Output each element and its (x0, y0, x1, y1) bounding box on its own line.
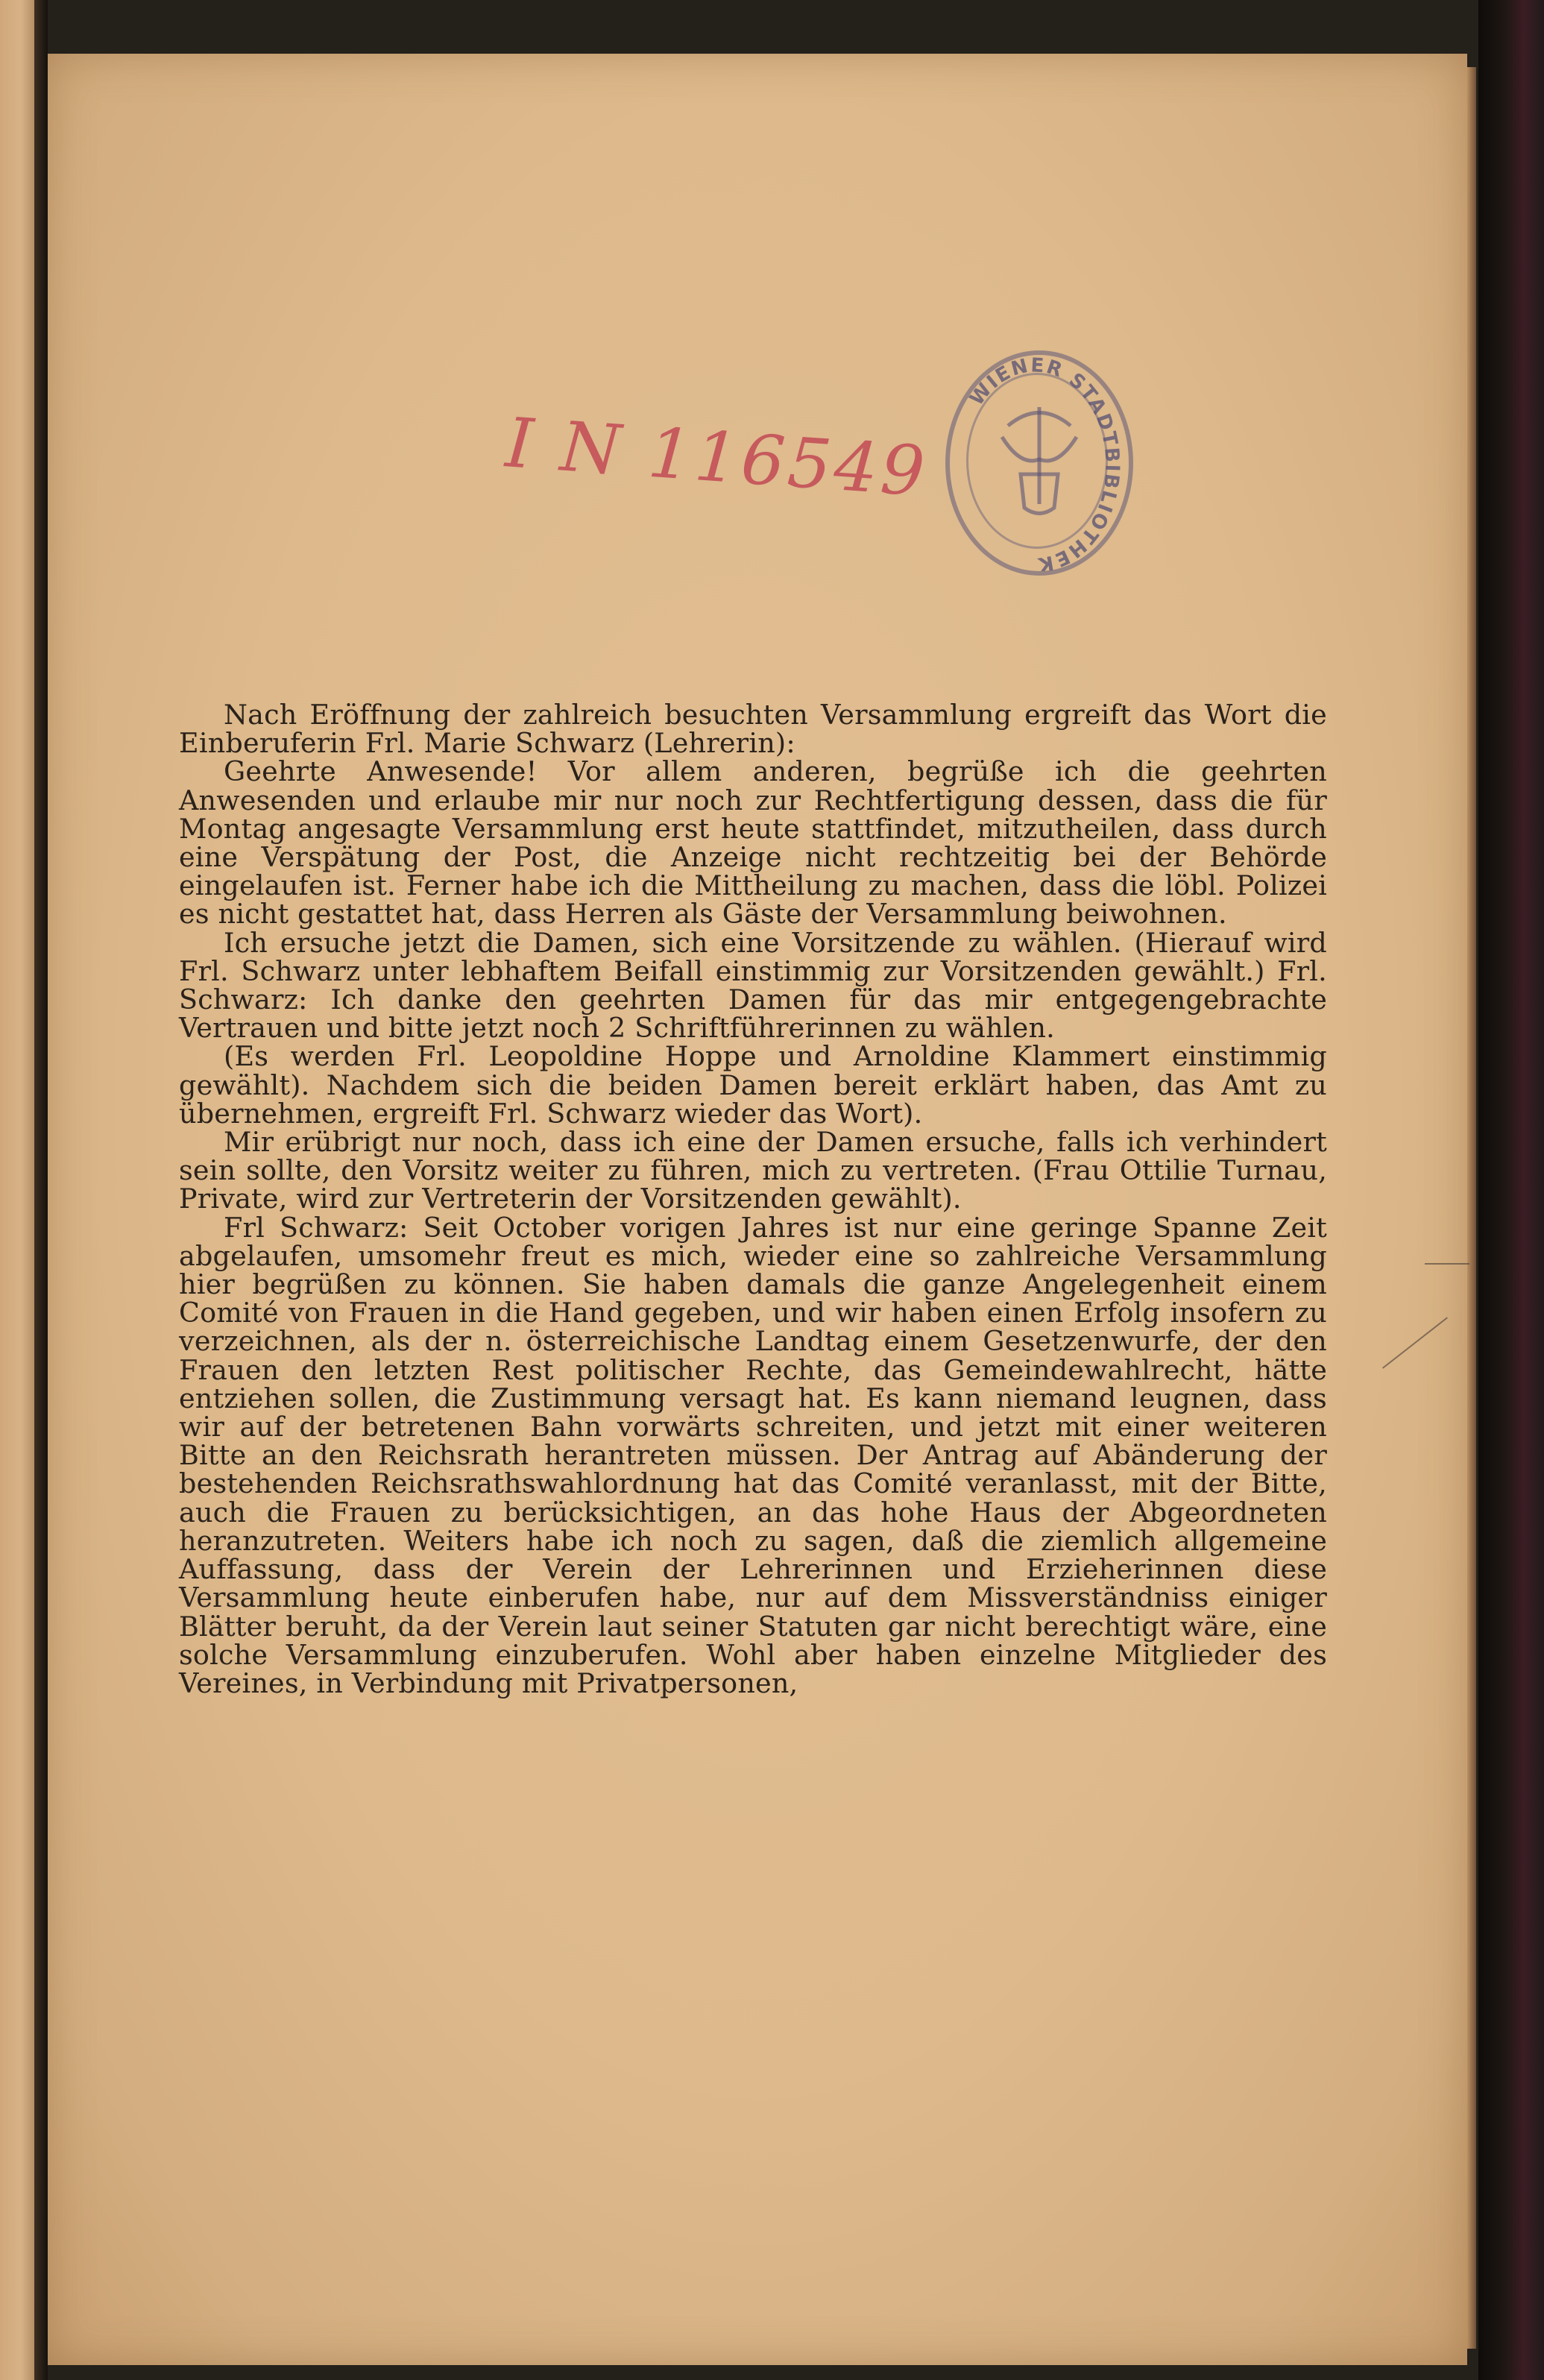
paragraph-secretaries: (Es werden Frl. Leopoldine Hoppe und Arnoldine Klammert einstimmig gewählt). Nachdem sich die beiden Damen bereit erklärt haben, das Amt zu übernehmen, ergreift Frl. Schwarz wieder das Wort). (179, 1040, 1327, 1130)
library-stamp (945, 350, 1133, 576)
stamp-text: WIENER STADTBIBLIOTHEK (965, 355, 1124, 571)
adjacent-page-strip (0, 0, 34, 2380)
eagle-crest-icon (1002, 407, 1077, 514)
pencil-margin-mark (1425, 1263, 1469, 1265)
paragraph-greeting: Geehrte Anwesende! Vor allem anderen, begrüße ich die geehrten Anwesenden und erlaube mir nur noch zur Rechtfertigung dessen, dass die für Montag angesagte Versammlung erst heute stattfindet, mitzutheilen, dass durch eine Verspätung der Post, die Anzeige nicht rechtzeitig bei der Behörde eingelaufen ist. Ferner habe ich die Mittheilung zu machen, dass die löbl. Polizei es nicht gestattet hat, dass Herren als Gäste der Versammlung beiwohnen. (179, 755, 1327, 931)
book-cover-edge (1478, 0, 1544, 2380)
stamp-emblem-icon (950, 355, 1129, 571)
body-text (179, 701, 1327, 1698)
paragraph-deputy: Mir erübrigt nur noch, dass ich eine der Damen ersuche, falls ich verhindert sein sollte, den Vorsitz weiter zu führen, mich zu vertreten. (Frau Ottilie Turnau, Private, wird zur Vertreterin der Vorsitzenden gewählt). (179, 1126, 1327, 1215)
paragraph-chair-election: Ich ersuche jetzt die Damen, sich eine Vorsitzende zu wählen. (Hierauf wird Frl. Schwarz unter lebhaftem Beifall einstimmig zur Vorsitzenden gewählt.) Frl. Schwarz: Ich danke den geehrten Damen für das mir entgegengebrachte Vertrauen und bitte jetzt noch 2 Schriftführerinnen zu wählen. (179, 926, 1327, 1045)
binding-shadow (34, 0, 48, 2380)
paragraph-opening: Nach Eröffnung der zahlreich besuchten Versammlung ergreift das Wort die Einberuferin Frl. Marie Schwarz (Lehrerin): (179, 699, 1327, 760)
paragraph-speech: Frl Schwarz: Seit October vorigen Jahres ist nur eine geringe Spanne Zeit abgelaufen, umsomehr freut es mich, wieder eine so zahlreiche Versammlung hier begrüßen zu können. Sie haben damals die ganze Angelegenheit einem Comité von Frauen in die Hand gegeben, und wir haben einen Erfolg insofern zu verzeichnen, als der n. österreichische Landtag einem Gesetzenwurfe, der den Frauen den letzten Rest politischer Rechte, das Gemeindewahlrecht, hätte entziehen sollen, die Zustimmung versagt hat. Es kann niemand leugnen, dass wir auf der betretenen Bahn vorwärts schreiten, und jetzt mit einer weiteren Bitte an den Reichsrath herantreten müssen. Der Antrag auf Abänderung der bestehenden Reichsrathswahlordnung hat das Comité veranlasst, mit der Bitte, auch die Frauen zu berücksichtigen, an das hohe Haus der Abgeordneten heranzutreten. Weiters habe ich noch zu sagen, daß die ziemlich allgemeine Auffassung, dass der Verein der Lehrerinnen und Erzieherinnen diese Versammlung heute einberufen habe, nur auf dem Missverständniss einiger Blätter beruht, da der Verein laut seiner Statuten gar nicht berechtigt wäre, eine solche Versammlung einzuberufen. Wohl aber haben einzelne Mitglieder des Vereines, in Verbindung mit Privatpersonen, (179, 1211, 1327, 1699)
inventory-number: I N 116549 (502, 403, 930, 512)
page-edge (1467, 67, 1476, 2349)
